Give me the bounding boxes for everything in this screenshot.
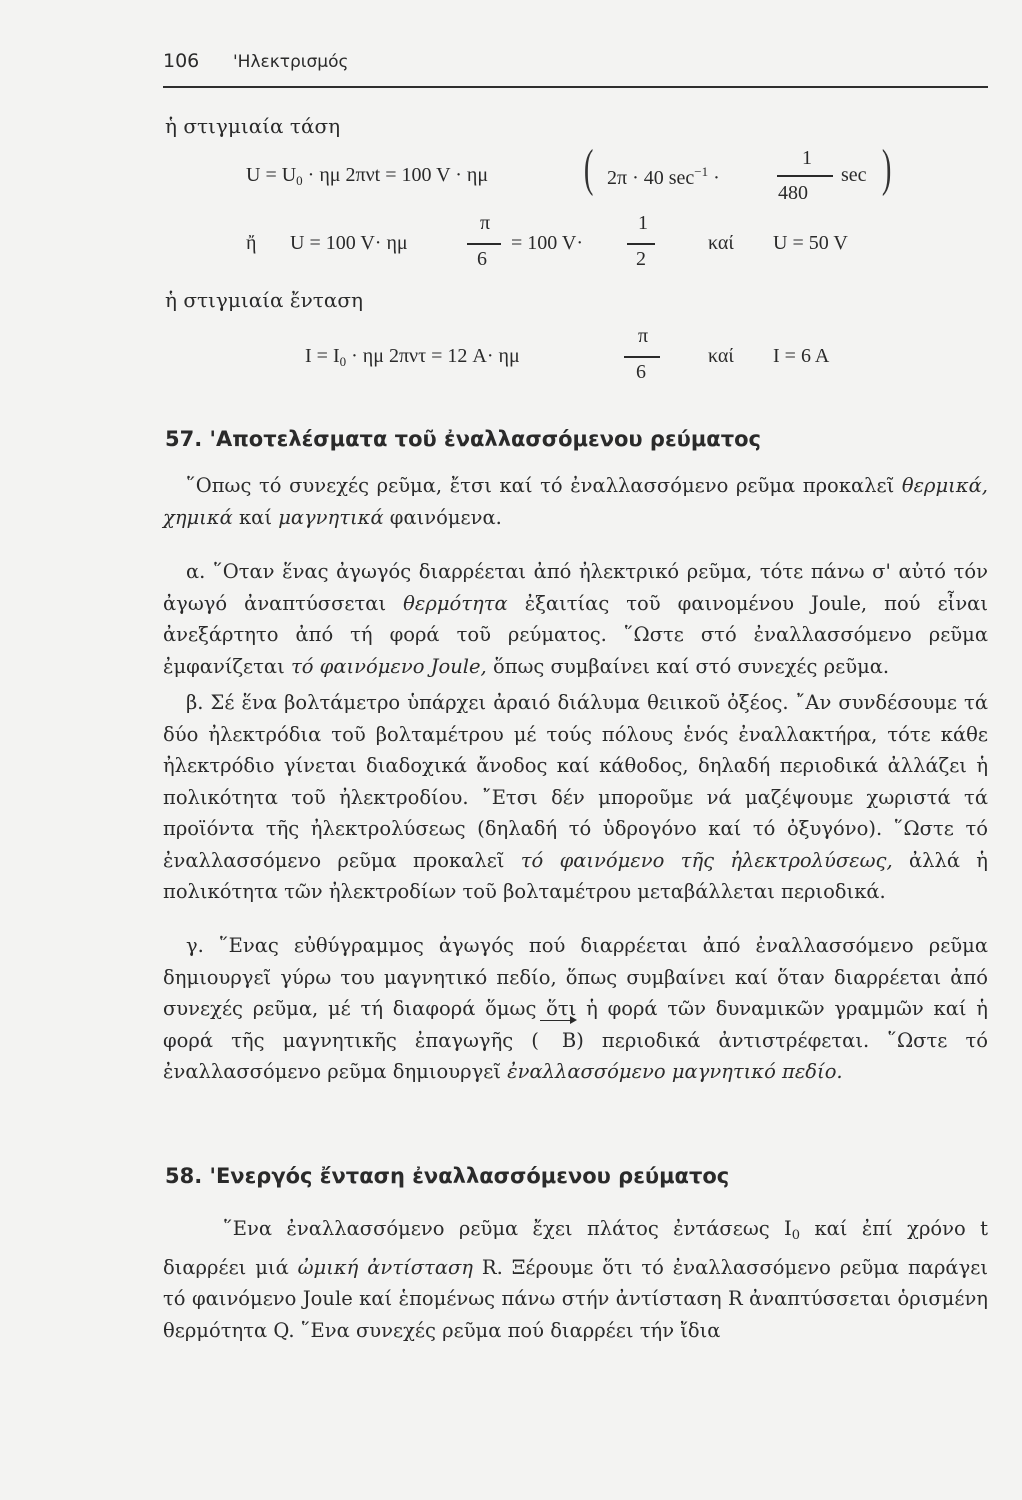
eq2-frac1-bar xyxy=(467,243,501,245)
eq2-lead: ἤ xyxy=(246,232,257,254)
intro-italic-2: μαγνητικά xyxy=(278,505,384,529)
intro-text-1: ῞Οπως τό συνεχές ρεῦμα, ἔτσι καί τό ἐναλλασσόμενο ρεῦμα προκαλεῖ xyxy=(186,474,902,497)
eq2-frac2-num: 1 xyxy=(638,212,648,234)
eq2-a: U = 100 V· ημ xyxy=(290,232,408,254)
beta-text-2: ἀλλά ἡ πολικότητα τῶν ἠλεκτροδίων τοῦ βολταμέτρου μεταβάλλεται περιοδικά. xyxy=(163,848,988,903)
eq1-inner-sup: −1 xyxy=(694,164,709,179)
section-58-heading: 58. 'Ενεργός ἔνταση ἐναλλασσόμενου ρεύματος xyxy=(165,1164,730,1188)
alpha-text-3: ὅπως συμβαίνει καί στό συνεχές ρεῦμα. xyxy=(486,654,890,678)
page-number: 106 xyxy=(163,50,200,72)
alpha-text-2: ἐξαιτίας τοῦ φαινομένου Joule, πού εἶναι ἀνεξάρτητο ἀπό τή φορά τοῦ ρεύματος. ῞Ωστε στό ἐναλλασσόμενο ρεῦμα ἐμφανίζεται xyxy=(163,591,988,678)
alpha-italic-2: τό φαινόμενο Joule, xyxy=(290,654,487,678)
eq3-a: I = I xyxy=(305,345,340,367)
section-57-intro xyxy=(163,470,988,533)
eq1-open-paren: ( xyxy=(583,140,594,197)
section-58-paragraph xyxy=(163,1213,988,1346)
eq3-a-sub: 0 xyxy=(339,354,347,369)
eq1-close-paren: ) xyxy=(881,140,892,197)
intro-text-2: καί xyxy=(232,505,279,529)
s58-italic-1: ὠμική ἀντίσταση xyxy=(297,1255,473,1279)
eq1-lhs-sub: 0 xyxy=(296,173,303,188)
alpha-italic-1: θερμότητα xyxy=(403,591,508,615)
eq3-intro: ἡ στιγμιαία ἔνταση xyxy=(165,288,363,312)
eq1-inner-text: 2π · 40 sec xyxy=(607,167,695,189)
eq1-intro: ἡ στιγμιαία τάση xyxy=(165,114,341,138)
eq2-frac2-den: 2 xyxy=(636,248,646,270)
eq2-frac1-den: 6 xyxy=(477,248,487,270)
gamma-text-2: ) περιοδικά ἀντιστρέφεται. ῞Ωστε τό ἐναλλασσόμενο ρεῦμα δημιουργεῖ xyxy=(163,1028,988,1083)
eq1-frac-den: 480 xyxy=(778,182,808,204)
eq2-b: = 100 V· xyxy=(511,232,584,254)
equation-voltage xyxy=(246,164,488,189)
s58-text-3: R. Ξέρουμε ὅτι τό ἐναλλασσόμενο ρεῦμα παράγει τό φαινόμενο Joule καί ἑπομένως πάνω στήν ἀντίσταση R ἀναπτύσσεται ὁρισμένη θερμότητα Q. ῞Ενα συνεχές ρεῦμα πού διαρρέει τήν ἴδια xyxy=(163,1255,989,1342)
eq1-frac-num: 1 xyxy=(802,147,812,169)
eq1-lhs: U = U xyxy=(246,164,297,186)
eq2-frac2-bar xyxy=(627,243,655,245)
eq2-frac1-num: π xyxy=(480,212,491,234)
s58-text-1: ῞Ενα ἐναλλασσόμενο ρεῦμα ἔχει πλάτος ἐντάσεως I xyxy=(223,1217,792,1240)
eq3-frac-den: 6 xyxy=(636,361,646,383)
intro-italic-1: θερμικά, χημικά xyxy=(163,474,988,529)
section-57-beta xyxy=(163,687,988,908)
eq1-mid: · ημ 2πνt = 100 V · ημ xyxy=(302,164,489,186)
eq3-frac-bar xyxy=(624,356,660,358)
eq1-inner xyxy=(607,164,720,190)
s58-sub: 0 xyxy=(791,1228,801,1243)
section-57-heading: 57. 'Αποτελέσματα τοῦ ἐναλλασσόμενου ρεύματος xyxy=(165,427,761,451)
eq1-unit: sec xyxy=(841,164,867,186)
beta-text-1: β. Σέ ἕνα βολτάμετρο ὑπάρχει ἀραιό διάλυμα θειικοῦ ὀξέος. ῎Αν συνδέσουμε τά δύο ἠλεκτρόδια τοῦ βολταμέτρου μέ τούς πόλους ἑνός ἐναλλακτήρα, τότε κάθε ἠλεκτρόδιο γίνεται διαδοχικά ἄνοδος καί κάθοδος, δηλαδή περιοδικά ἀλλάζει ἡ πολικότητα τοῦ ἠλεκτροδίου. ῎Ετσι δέν μποροῦμε νά μαζέψουμε χωριστά τά προϊόντα τῆς ἠλεκτρολύσεως (δηλαδή τό ὑδρογόνο καί τό ὀξυγόνο). ῞Ωστε τό ἐναλλασσόμενο ρεῦμα προκαλεῖ xyxy=(163,691,988,872)
eq2-result: U = 50 V xyxy=(773,232,848,254)
eq2-kai: καί xyxy=(708,232,734,254)
eq3-kai: καί xyxy=(708,345,734,367)
gamma-text-1: γ. ῞Ενας εὐθύγραμμος ἀγωγός πού διαρρέεται ἀπό ἐναλλασσόμενο ρεῦμα δημιουργεῖ γύρω του μαγνητικό πεδίο, ὅπως συμβαίνει καί ὅταν διαρρέεται ἀπό συνεχές ρεῦμα, μέ τή διαφορά ὅμως ὅτι ἡ φορά τῶν δυναμικῶν γραμμῶν καί ἡ φορά τῆς μαγνητικῆς ἐπαγωγῆς ( xyxy=(163,934,988,1052)
eq3-b: · ημ 2πντ = 12 A· ημ xyxy=(346,345,520,367)
alpha-text-1: α. ῞Οταν ἕνας ἀγωγός διαρρέεται ἀπό ἠλεκτρικό ρεῦμα, τότε πάνω σ' αὐτό τόν ἀγωγό ἀναπτύσσεται xyxy=(163,560,988,615)
section-57-alpha xyxy=(163,556,988,682)
beta-italic-1: τό φαινόμενο τῆς ἠλεκτρολύσεως, xyxy=(520,848,893,872)
intro-text-3: φαινόμενα. xyxy=(383,505,502,529)
eq1-inner-dot: · xyxy=(708,167,720,189)
running-title: 'Ηλεκτρισμός xyxy=(233,52,349,72)
eq3-frac-num: π xyxy=(638,325,649,347)
s58-text-2: καί ἐπί χρόνο t διαρρέει μιά xyxy=(163,1217,988,1279)
gamma-italic-1: ἐναλλασσόμενο μαγνητικό πεδίο. xyxy=(507,1060,843,1083)
header-rule xyxy=(163,86,988,88)
eq3-result: I = 6 A xyxy=(773,345,830,367)
equation-current xyxy=(305,345,520,370)
vector-b: B xyxy=(539,1025,576,1057)
section-57-gamma xyxy=(163,930,988,1088)
running-head xyxy=(163,50,988,80)
eq1-frac-bar xyxy=(777,175,833,177)
